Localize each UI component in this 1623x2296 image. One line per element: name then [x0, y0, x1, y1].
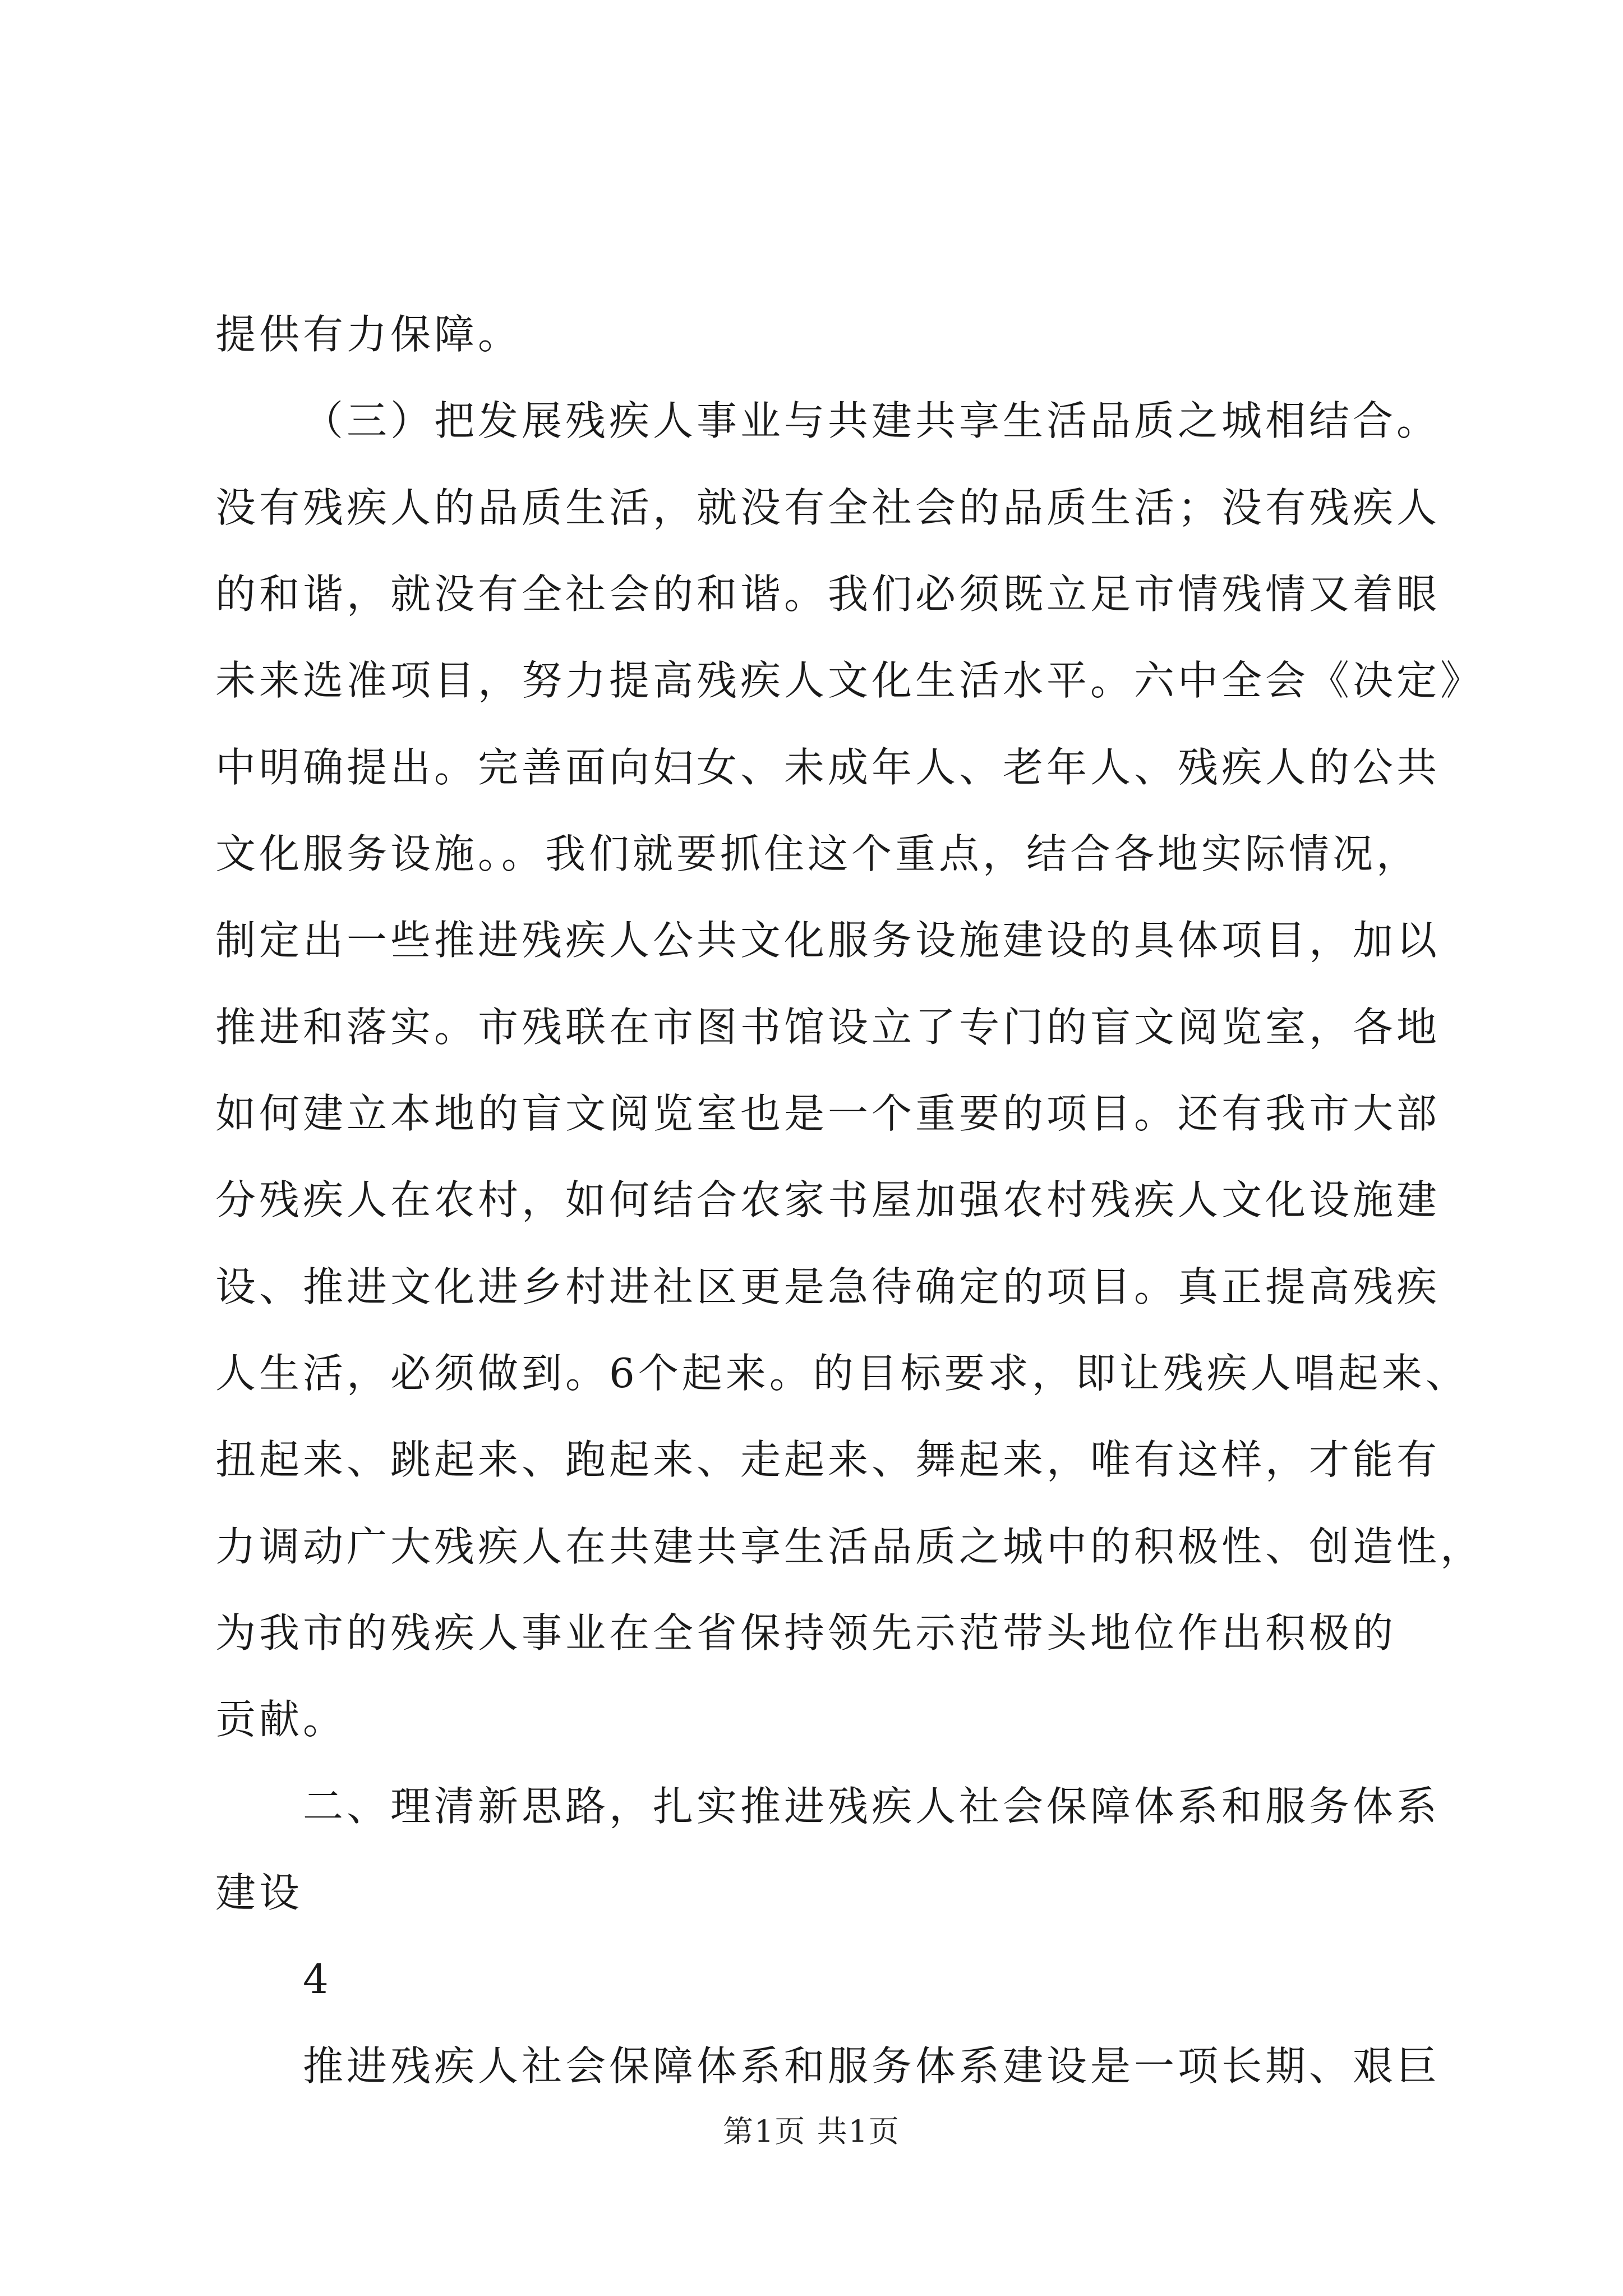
text-line-9: 推进和落实。市残联在市图书馆设立了专门的盲文阅览室，各地 — [215, 1004, 1441, 1051]
text-line-8: 制定出一些推进残疾人公共文化服务设施建设的具体项目，加以 — [215, 917, 1441, 964]
page-number-marker: 4 — [303, 1955, 332, 2003]
page-footer: 第1页 共1页 — [723, 2114, 900, 2149]
text-line-11: 分残疾人在农村，如何结合农家书屋加强农村残疾人文化设施建 — [215, 1176, 1441, 1223]
text-line-13: 人生活，必须做到。6个起来。的目标要求，即让残疾人唱起来、 — [215, 1350, 1469, 1397]
text-line-21: 推进残疾人社会保障体系和服务体系建设是一项长期、艰巨 — [303, 2042, 1441, 2090]
text-line-14: 扭起来、跳起来、跑起来、走起来、舞起来，唯有这样，才能有 — [215, 1436, 1441, 1483]
text-line-6: 中明确提出。完善面向妇女、未成年人、老年人、残疾人的公共 — [215, 744, 1441, 791]
text-line-10: 如何建立本地的盲文阅览室也是一个重要的项目。还有我市大部 — [215, 1090, 1441, 1137]
text-line-3: 没有残疾人的品质生活，就没有全社会的品质生活；没有残疾人 — [215, 484, 1441, 531]
text-line-17: 贡献。 — [215, 1696, 347, 1743]
section-heading-2-cont: 建设 — [215, 1869, 303, 1916]
section-heading-2: 二、理清新思路，扎实推进残疾人社会保障体系和服务体系 — [303, 1783, 1441, 1830]
text-line-5: 未来选准项目，努力提高残疾人文化生活水平。六中全会《决定》 — [215, 657, 1484, 704]
text-line-12: 设、推进文化进乡村进社区更是急待确定的项目。真正提高残疾 — [215, 1263, 1441, 1310]
text-line-16: 为我市的残疾人事业在全省保持领先示范带头地位作出积极的 — [215, 1609, 1397, 1657]
text-line-15: 力调动广大残疾人在共建共享生活品质之城中的积极性、创造性， — [215, 1523, 1484, 1570]
section-heading-3: （三）把发展残疾人事业与共建共享生活品质之城相结合。 — [303, 397, 1441, 444]
text-line-7: 文化服务设施。。我们就要抓住这个重点，结合各地实际情况， — [215, 830, 1421, 877]
text-line-1: 提供有力保障。 — [215, 311, 522, 358]
text-line-4: 的和谐，就没有全社会的和谐。我们必须既立足市情残情又着眼 — [215, 570, 1441, 618]
